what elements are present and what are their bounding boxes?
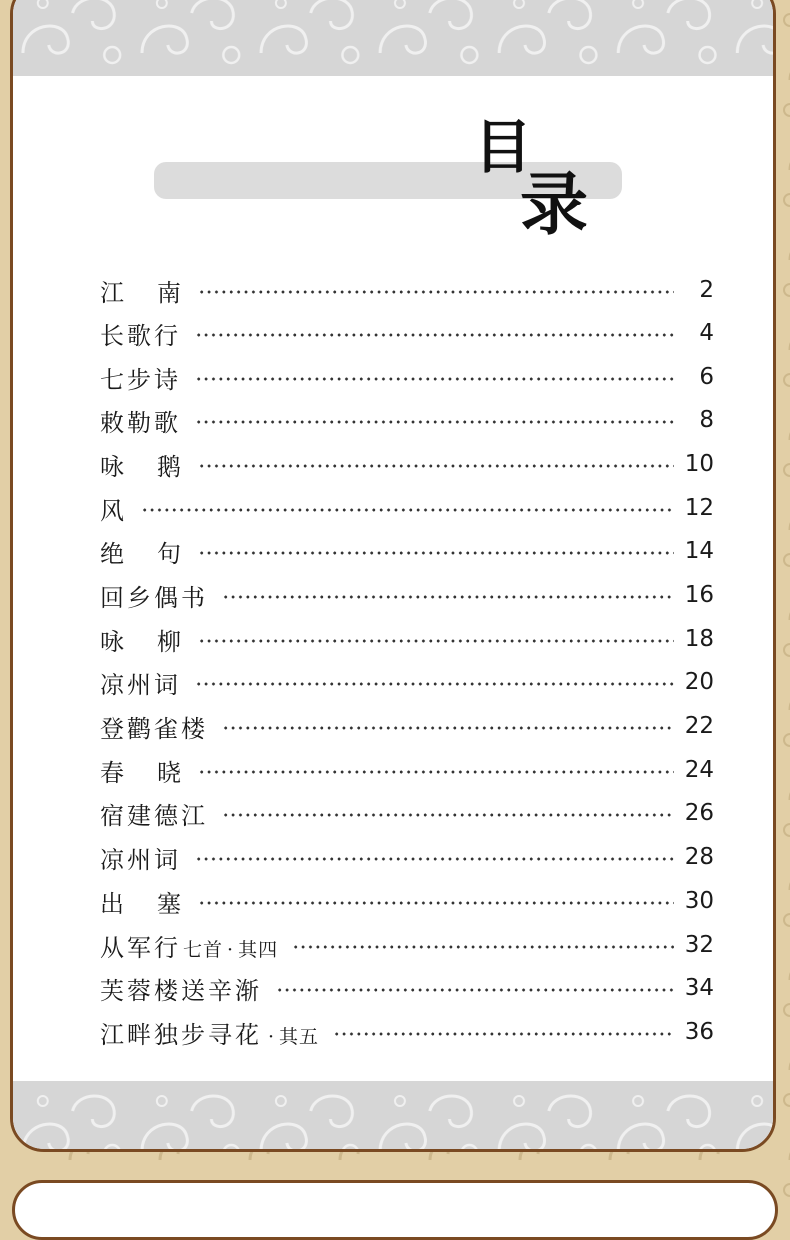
toc-page-number: 14 — [684, 538, 714, 564]
toc-item[interactable] — [100, 313, 714, 353]
toc-page-number: 36 — [684, 1019, 714, 1045]
toc-item[interactable] — [100, 793, 714, 833]
toc-title: 登鹳雀楼 — [100, 714, 208, 743]
toc-leader — [198, 290, 674, 294]
toc-leader — [195, 377, 674, 381]
toc-item[interactable] — [100, 881, 714, 921]
toc-page-number: 2 — [699, 277, 714, 303]
toc-leader — [198, 639, 674, 643]
toc-page-number: 26 — [684, 800, 714, 826]
toc-page-number: 6 — [699, 364, 714, 390]
toc-page-number: 24 — [684, 757, 714, 783]
toc-title: 咏 鹅 — [100, 452, 184, 481]
toc-title: 风 — [100, 496, 127, 525]
toc-leader — [195, 857, 674, 861]
heading-char-2: 录 — [520, 166, 589, 245]
toc-title: 江 南 — [100, 278, 184, 307]
toc-item[interactable] — [100, 444, 714, 484]
toc-page-number: 10 — [684, 451, 714, 477]
toc-title: 出 塞 — [100, 889, 184, 918]
toc-leader — [292, 945, 674, 949]
toc-title: 回乡偶书 — [100, 583, 208, 612]
toc-title: 绝 句 — [100, 539, 184, 568]
toc-title: 长歌行 — [100, 321, 181, 350]
toc-item[interactable] — [100, 968, 714, 1008]
toc-leader — [198, 901, 674, 905]
toc-item[interactable] — [100, 357, 714, 397]
toc-page-number: 30 — [684, 888, 714, 914]
toc-title: 从军行 七首 · 其四 — [100, 933, 279, 962]
toc-leader — [222, 595, 674, 599]
toc-leader — [195, 420, 674, 424]
toc-item[interactable] — [100, 1012, 714, 1052]
toc-item[interactable] — [100, 619, 714, 659]
toc-title: 凉州词 — [100, 845, 181, 874]
toc-title: 江畔独步寻花 · 其五 — [100, 1020, 320, 1049]
toc-page-number: 20 — [684, 669, 714, 695]
toc-leader — [333, 1032, 674, 1036]
toc-title: 凉州词 — [100, 670, 181, 699]
toc-title: 宿建德江 — [100, 801, 208, 830]
toc-page-number: 28 — [684, 844, 714, 870]
toc-item[interactable] — [100, 488, 714, 528]
toc-leader — [195, 682, 674, 686]
toc-leader — [198, 770, 674, 774]
toc-title: 咏 柳 — [100, 627, 184, 656]
toc-leader — [198, 551, 674, 555]
toc-title: 春 晓 — [100, 758, 184, 787]
toc-page-number: 4 — [699, 320, 714, 346]
toc-item[interactable] — [100, 925, 714, 965]
toc-leader — [276, 988, 674, 992]
heading-char-1: 目 — [474, 113, 533, 181]
toc-page-number: 12 — [684, 495, 714, 521]
toc-page-number: 34 — [684, 975, 714, 1001]
toc-page-number: 18 — [684, 626, 714, 652]
toc-leader — [198, 464, 674, 468]
toc-page-number: 32 — [684, 932, 714, 958]
toc-title: 敕勒歌 — [100, 408, 181, 437]
toc-item[interactable] — [100, 706, 714, 746]
toc-item[interactable] — [100, 270, 714, 310]
toc-page-number: 16 — [684, 582, 714, 608]
toc-leader — [195, 333, 674, 337]
toc-item[interactable] — [100, 837, 714, 877]
toc-item[interactable] — [100, 531, 714, 571]
toc-leader — [222, 813, 674, 817]
toc-page-number: 8 — [699, 407, 714, 433]
toc-title: 七步诗 — [100, 365, 181, 394]
toc-title: 芙蓉楼送辛渐 — [100, 976, 262, 1005]
toc-item[interactable] — [100, 662, 714, 702]
toc-leader — [222, 726, 674, 730]
toc-leader — [141, 508, 674, 512]
toc-item[interactable] — [100, 750, 714, 790]
toc-page-number: 22 — [684, 713, 714, 739]
toc-item[interactable] — [100, 400, 714, 440]
toc-item[interactable] — [100, 575, 714, 615]
